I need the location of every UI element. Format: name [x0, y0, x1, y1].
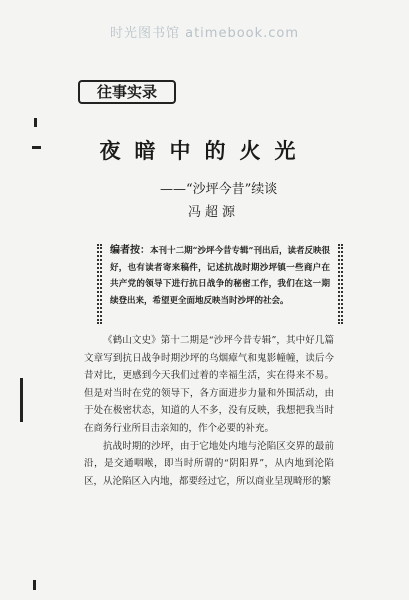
column-tag: 往事实录 [78, 80, 176, 104]
article-title: 夜暗中的火光 [99, 138, 310, 163]
margin-mark [33, 580, 36, 590]
watermark: 时光图书馆 atimebook.com [109, 26, 300, 41]
editor-note [110, 243, 330, 309]
body-paragraph: 《鹤山文史》第十二期是“沙坪今昔专辑”，其中好几篇文章写到抗日战争时期沙坪的乌烟瘴气和鬼影幢幢，读后今昔对比，更感到今天我们过着的幸福生活，实在得来不易。但是对当时在党的领导下，各方面进步力量和外围活动，由于处在极密状态，知道的人不多，没有反映，我想把我当时在商务行业所目击亲知的，作个必要的补充。 [84, 335, 334, 434]
note-left-border [97, 244, 102, 324]
margin-mark [34, 118, 37, 127]
editor-note-text: 本刊十二期“沙坪今昔专辑”刊出后，读者反映很好，也有读者寄来稿件，记述抗战时期沙坪镇一些商户在共产党的领导下进行抗日战争的秘密工作，我们在这一期续登出来，希望更全面地反映当时沙坪的社会。 [110, 246, 331, 306]
note-right-border [338, 244, 343, 324]
article-subtitle: ——“沙坪今昔”续谈 [160, 182, 278, 197]
author-name: 冯超源 [187, 205, 239, 220]
body-paragraph: 抗战时期的沙坪，由于它地处内地与沦陷区交界的最前沿，是交通咽喉，即当时所谓的“阴阳界”，从内地到沦陷区，从沦陷区入内地，都要经过它，所以商业呈现畸形的繁 [84, 440, 334, 487]
margin-mark [20, 378, 23, 422]
editor-note-lead: 编者按： [110, 245, 151, 256]
article-body [84, 332, 334, 490]
